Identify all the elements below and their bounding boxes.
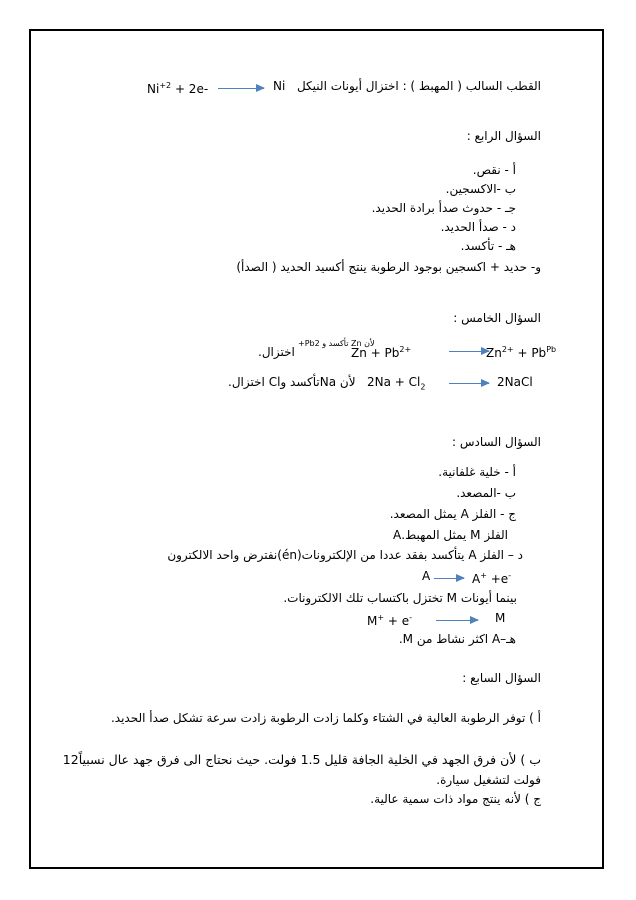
q6-eq2-arrow xyxy=(436,620,478,621)
q5-zn-ion: Zn xyxy=(486,346,502,360)
q3-reaction-arrow xyxy=(218,88,264,89)
q6-eq2-electron: + e xyxy=(387,614,410,628)
q4-answer-c: جـ - حدوث صدأ برادة الحديد. xyxy=(371,201,516,215)
q7-heading: السؤال السابع : xyxy=(462,671,541,685)
q4-answer-e: هـ - تأكسد. xyxy=(460,239,516,253)
q6-eq2-right: M xyxy=(495,611,506,625)
q5-zn-charge: 2+ xyxy=(501,345,514,354)
q6-answer-c1: ج - الفلز A يمثل المصعد. xyxy=(389,507,516,521)
q6-eq2-left xyxy=(367,610,412,629)
q4-heading: السؤال الرابع : xyxy=(466,129,541,143)
q4-answer-f: و- حديد + اكسجين بوجود الرطوبة ينتج أكسيد الحديد ( الصدأ) xyxy=(236,260,541,274)
q3-ni-ion: Ni xyxy=(147,82,160,96)
q5-na-cl: 2Na + Cl xyxy=(367,375,421,389)
q3-ni-charge: +2 xyxy=(159,81,172,90)
q5-r1-note xyxy=(258,344,295,360)
q4-answer-d: د - صدأ الحديد. xyxy=(440,220,516,234)
q5-zn-pb: Zn + Pb xyxy=(351,346,400,360)
q3-equation-left xyxy=(147,78,208,97)
q6-electron-charge: - xyxy=(508,571,512,580)
q5-pb-sup: Pb xyxy=(546,345,557,354)
q6-eq2-electron-charge: - xyxy=(409,613,413,622)
q4-answer-a: أ - نقص. xyxy=(472,163,516,177)
q6-a-ion: A xyxy=(472,572,481,586)
q5-r2-note: لأن Naتأكسد وCl اختزال. xyxy=(228,375,356,389)
cathode-label: القطب السالب ( المهبط ) : اختزال أيونات النيكل xyxy=(296,79,541,93)
q5-r2-product: 2NaCl xyxy=(497,375,533,389)
q5-r1-arrow xyxy=(449,351,489,352)
q6-answer-b: ب -المصعد. xyxy=(456,486,516,500)
q6-answer-d: د – الفلز A يتأكسد بفقد عددا من الإلكترونات(én)نفترض واحد الالكترون xyxy=(167,548,523,562)
q5-r1-note-small: لأن Zn تأكسد و Pb2+ xyxy=(298,339,375,348)
q5-r1-products xyxy=(486,342,556,361)
q3-electrons: + 2e- xyxy=(174,82,209,96)
q5-pb-charge: 2+ xyxy=(399,345,412,354)
q5-r2-arrow xyxy=(449,383,489,384)
q6-m-ion: M xyxy=(367,614,378,628)
q6-m-charge: + xyxy=(377,613,385,622)
q5-r2-reactants xyxy=(367,374,425,395)
q6-answer-e: هـ–A اكثر نشاط من M. xyxy=(398,632,516,646)
q6-electron: +e xyxy=(490,572,509,586)
q6-eq1-arrow xyxy=(434,578,464,579)
q4-answer-b: ب -الاكسجين. xyxy=(445,182,516,196)
q7-answer-a: أ ) توفر الرطوبة العالية في الشتاء وكلما زادت الرطوبة زادت سرعة تشكل صدأ الحديد. xyxy=(110,711,541,725)
q6-answer-c2: الفلز M يمثل المهبط.A xyxy=(393,528,508,542)
q5-cl-subscript: 2 xyxy=(420,382,426,392)
q6-a-charge: + xyxy=(480,571,487,580)
q5-heading: السؤال الخامس : xyxy=(453,311,541,325)
q5-pb-product: + Pb xyxy=(517,346,547,360)
q7-answer-b-line1: ب ) لأن فرق الجهد في الخلية الجافة قليل 1.5 فولت. حيث نحتاج الى فرق جهد عال نسبياً12 xyxy=(62,752,541,767)
q6-eq1-right xyxy=(472,568,511,587)
q6-answer-a: أ - خلية غلفانية. xyxy=(438,465,516,479)
q7-answer-c: ج ) لأنه ينتج مواد ذات سمية عالية. xyxy=(370,792,541,806)
q7-answer-b-line2: فولت لتشغيل سيارة. xyxy=(436,773,541,787)
q6-heading: السؤال السادس : xyxy=(452,435,541,449)
q6-eq1-left: A xyxy=(422,569,431,583)
q6-answer-d2: بينما أيونات M تختزل باكتساب تلك الالكترونات. xyxy=(283,591,517,605)
q3-ni-metal: Ni xyxy=(273,79,286,93)
q5-r1-note-main: اختزال. xyxy=(258,345,295,359)
